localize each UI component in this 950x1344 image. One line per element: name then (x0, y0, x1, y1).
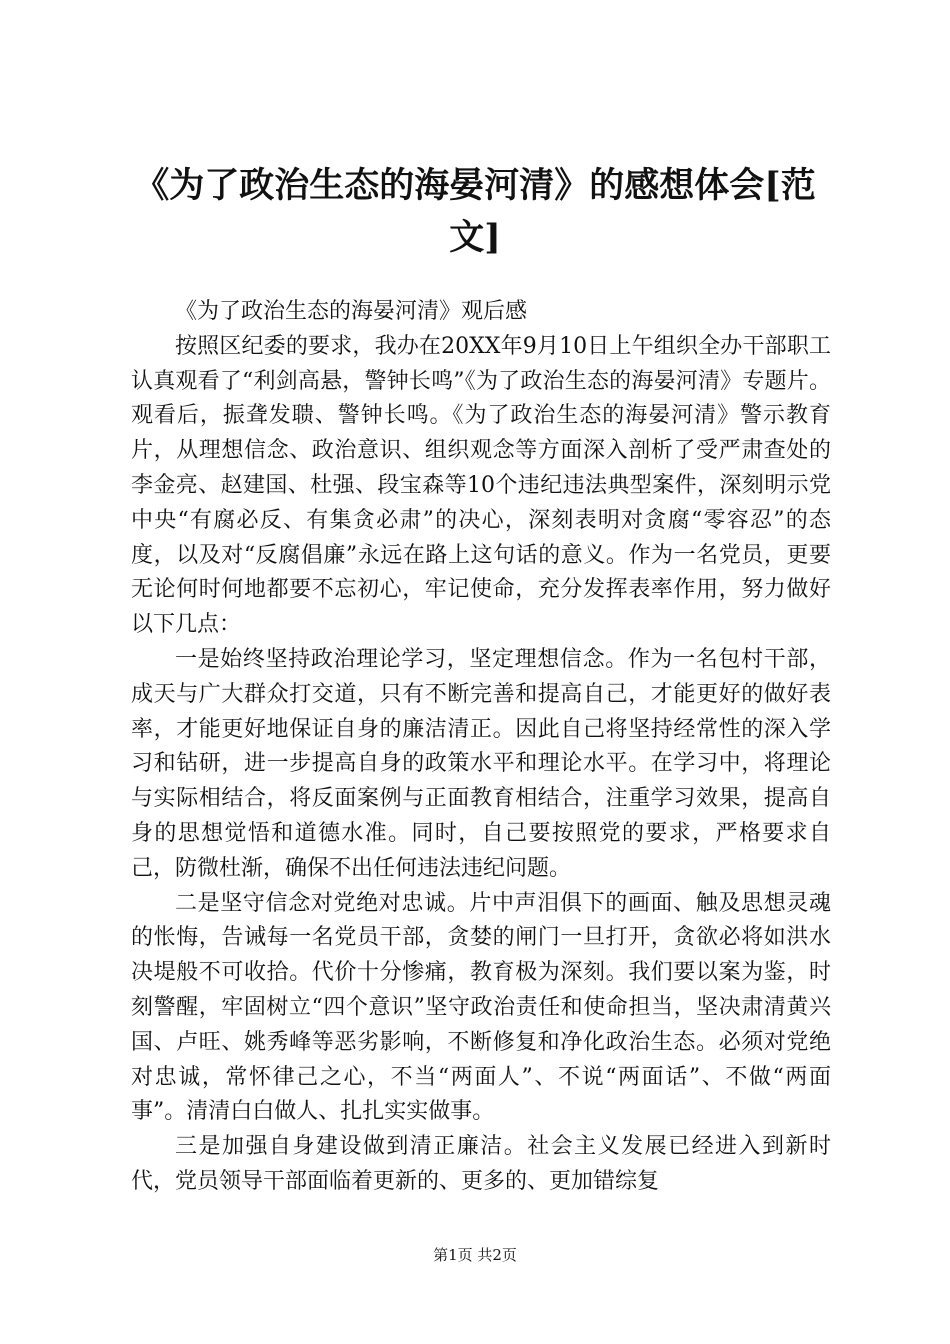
document-subtitle: 《为了政治生态的海晏河清》观后感 (175, 299, 528, 324)
paragraph-4: 三是加强自身建设做到清正廉洁。社会主义发展已经进入到新时代，党员领导干部面临着更新的、更多的、更加错综复 (131, 1134, 831, 1194)
document-title-line-2: 文] (449, 217, 501, 258)
paragraph-2: 一是始终坚持政治理论学习，坚定理想信念。作为一名包村干部，成天与广大群众打交道，只有不断完善和提高自己，才能更好的做好表率，才能更好地保证自身的廉洁清正。因此自己将坚持经常性的深入学习和钻研，进一步提高自身的政策水平和理论水平。在学习中，将理论与实际相结合，将反面案例与正面教育相结合，注重学习效果，提高自身的思想觉悟和道德水准。同时，自己要按照党的要求，严格要求自己，防微杜渐，确保不出任何违法违纪问题。 (131, 646, 831, 881)
page-number-footer: 第1页 共2页 (433, 1246, 517, 1264)
paragraph-1: 按照区纪委的要求，我办在20XX年9月10日上午组织全办干部职工认真观看了“利剑高悬，警钟长鸣”《为了政治生态的海晏河清》专题片。观看后，振聋发聩、警钟长鸣。《为了政治生态的海晏河清》警示教育片，从理想信念、政治意识、组织观念等方面深入剖析了受严肃查处的李金亮、赵建国、杜强、段宝森等10个违纪违法典型案件，深刻明示党中央“有腐必反、有集贪必肃”的决心，深刻表明对贪腐“零容忍”的态度，以及对“反腐倡廉”永远在路上这句话的意义。作为一名党员，更要无论何时何地都要不忘初心，牢记使命，充分发挥表率作用，努力做好以下几点： (131, 333, 831, 638)
document-body (131, 295, 831, 1200)
document-title-line-1: 《为了政治生态的海晏河清》的感想体会[范 (134, 165, 816, 206)
paragraph-3: 二是坚守信念对党绝对忠诚。片中声泪俱下的画面、触及思想灵魂的怅悔，告诫每一名党员干部，贪婪的闸门一旦打开，贪欲必将如洪水决堤般不可收拾。代价十分惨痛，教育极为深刻。我们要以案为鉴，时刻警醒，牢固树立“四个意识”坚守政治责任和使命担当，坚决肃清黄兴国、卢旺、姚秀峰等恶劣影响，不断修复和净化政治生态。必须对党绝对忠诚，常怀律己之心，不当“两面人”、不说“两面话”、不做“两面事”。清清白白做人、扎扎实实做事。 (131, 890, 831, 1125)
document-title (120, 160, 830, 264)
